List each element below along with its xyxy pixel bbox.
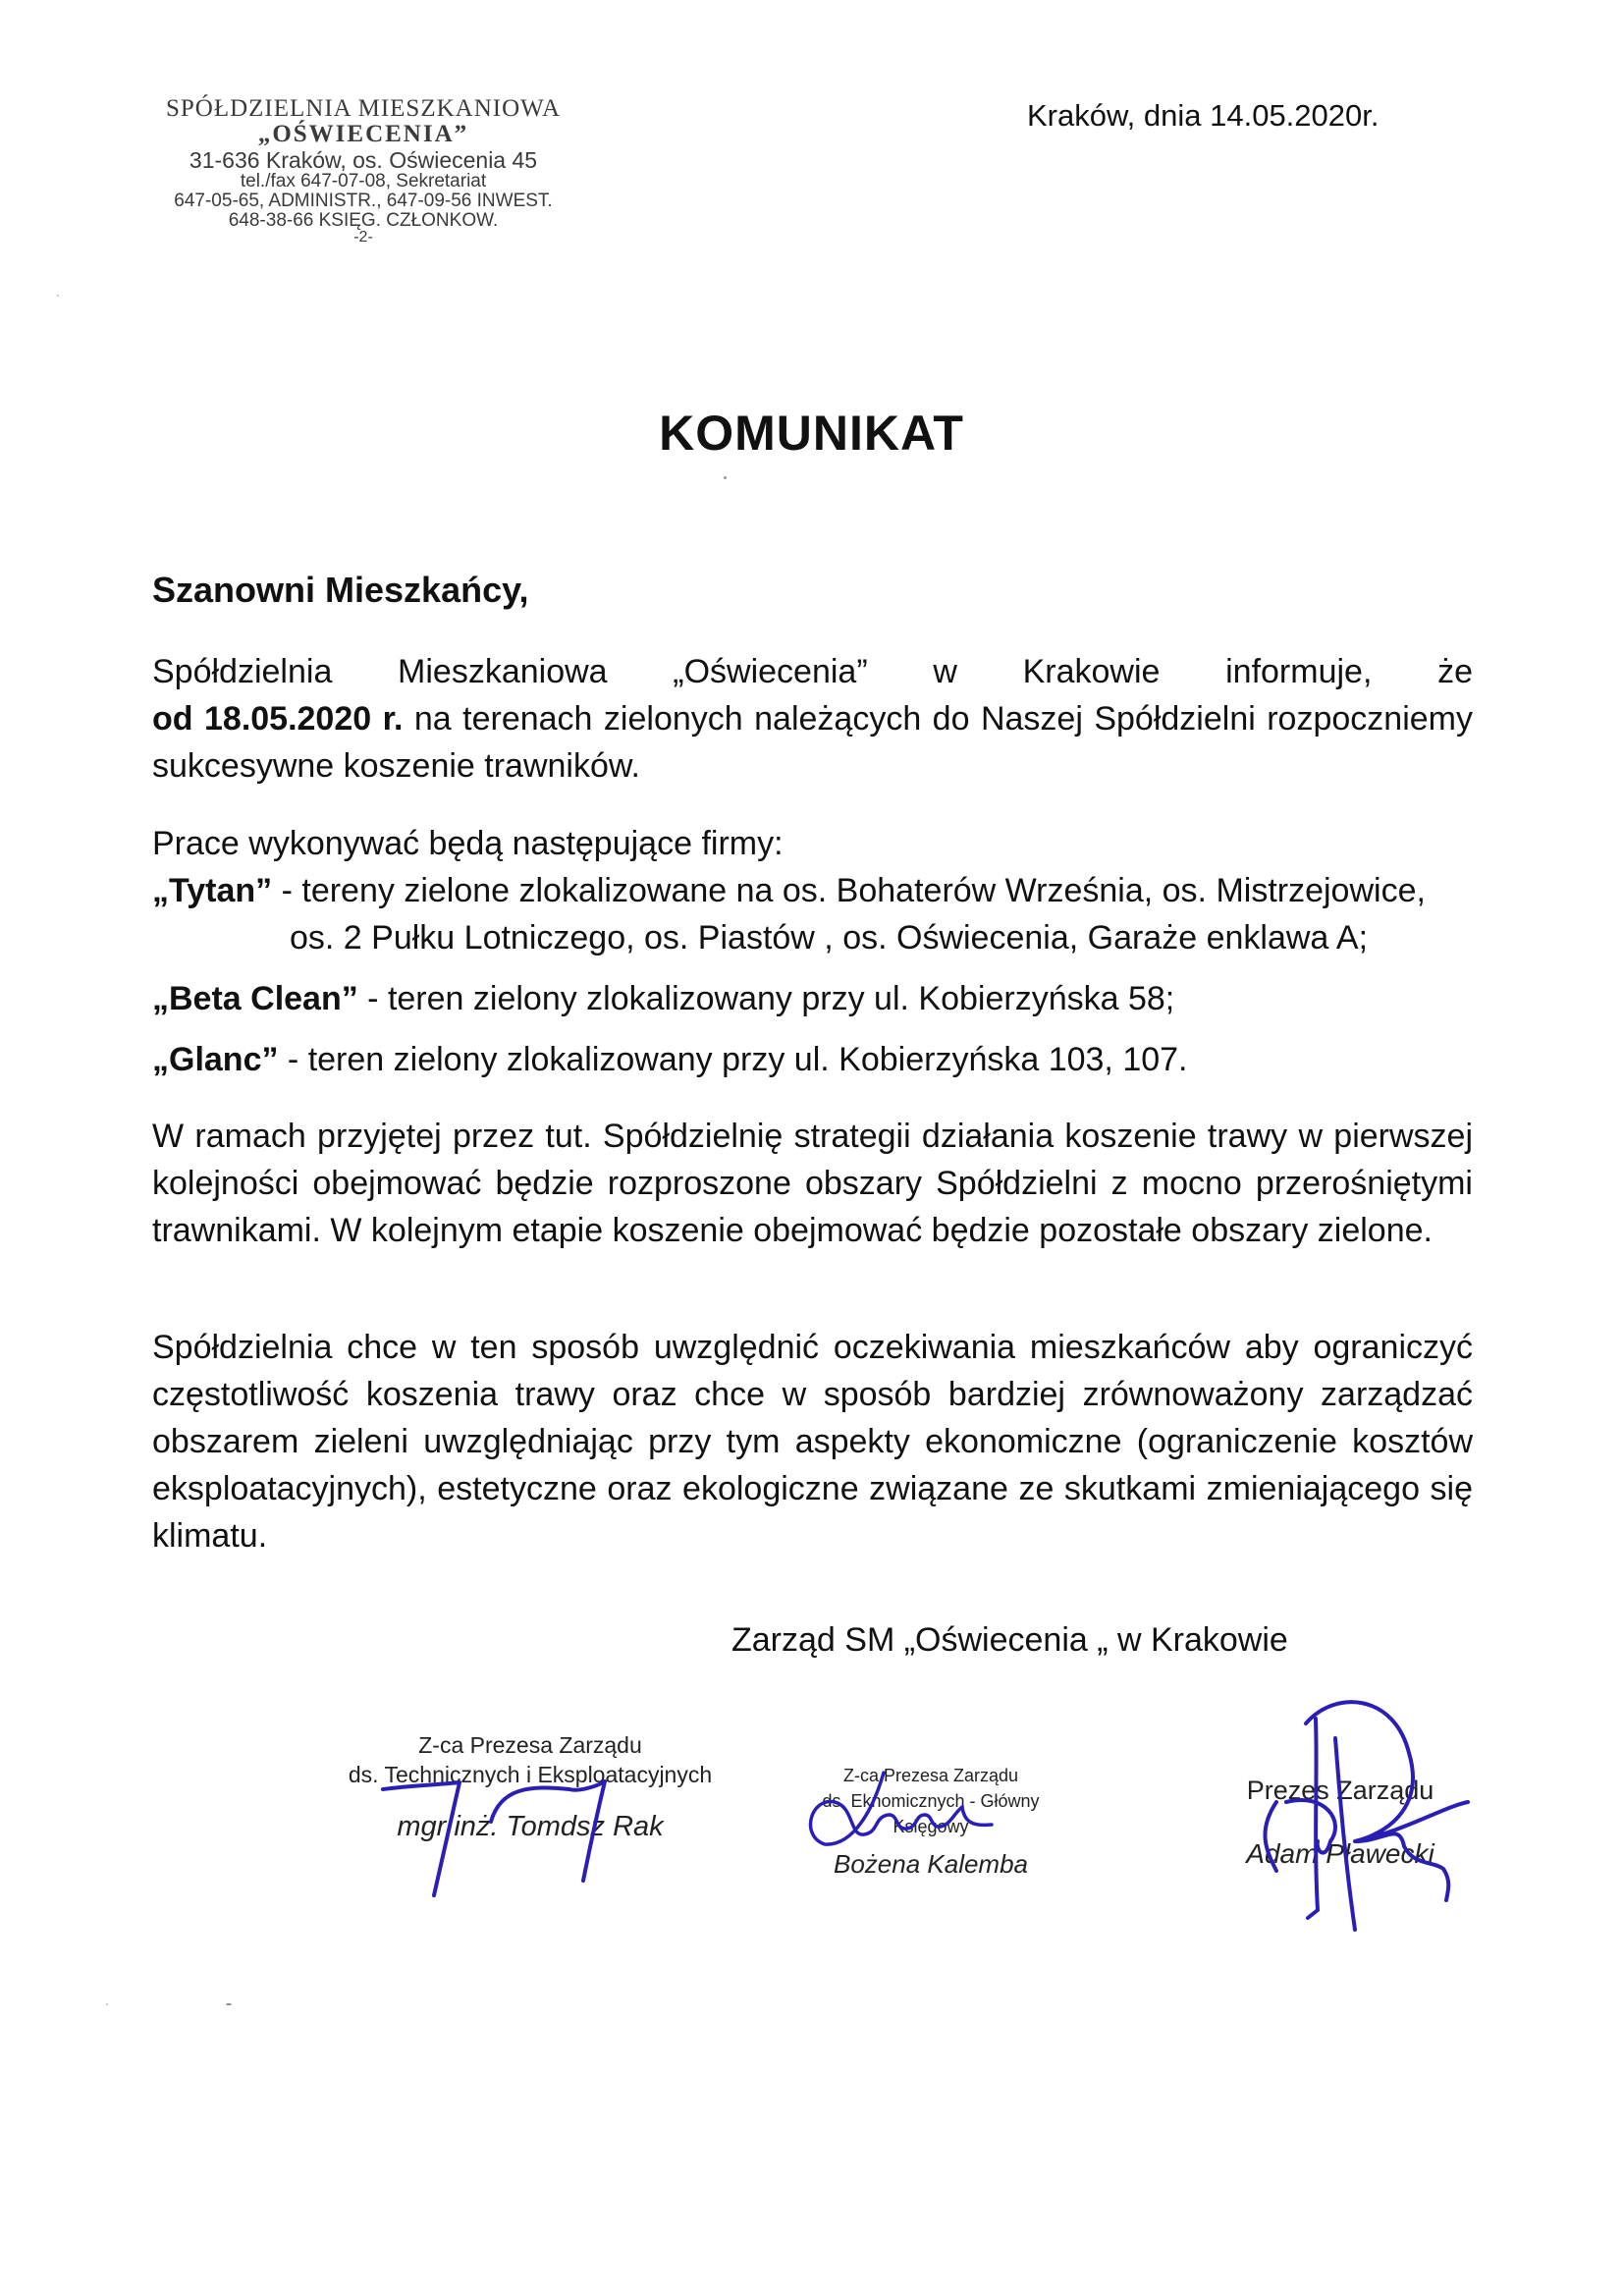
signature-block-economic [784, 1763, 1078, 1880]
stamp-line-brand: „OŚWIECENIA” [257, 121, 469, 148]
announcement-paragraph [152, 648, 1473, 790]
stamp-line-address: 31-636 Kraków, os. Oświecenia 45 [189, 146, 538, 173]
firm-item [152, 867, 1473, 914]
stamp-line-name: SPÓŁDZIELNIA MIESZKANIOWA [165, 95, 562, 122]
scan-speck [57, 295, 59, 297]
stamp-line-phone-3: 648-38-66 KSIĘG. CZŁONKOW. [228, 209, 499, 231]
firm-item [152, 975, 1473, 1022]
scan-speck [226, 2003, 232, 2005]
signature-role: Z-ca Prezesa Zarządu [418, 1732, 642, 1758]
closing-signoff: Zarząd SM „Oświecenia „ w Krakowie [731, 1621, 1288, 1659]
signature-name: mgr inż. Tomdsz Rak [397, 1811, 664, 1842]
firms-section [152, 820, 1473, 1083]
paragraph-intro: Spółdzielnia Mieszkaniowa „Oświecenia” w Krakowie informuje, że [152, 653, 1473, 690]
scan-speck [106, 2003, 108, 2005]
document-title: KOMUNIKAT [659, 406, 964, 461]
firm-name: „Beta Clean” [152, 980, 358, 1017]
stamp-line-phone: tel./fax 647-07-08, Sekretariat [240, 170, 487, 191]
firm-desc-continued: os. 2 Pułku Lotniczego, os. Piastów , os. Oświecenia, Garaże enklawa A; [290, 919, 1369, 957]
firm-name: „Glanc” [152, 1041, 279, 1078]
signature-block-president [1222, 1776, 1458, 1870]
strategy-paragraph: W ramach przyjętej przez tut. Spółdzielnię strategii działania koszenie trawy w pierwszej kolejności obejmować będzie rozproszone obszary Spółdzielni z mocno przerośniętymi trawnikami. W kolejnym etapie koszenie obejmować będzie pozostałe obszary zielone. [152, 1118, 1473, 1249]
firm-item [152, 1036, 1473, 1083]
firm-desc: - teren zielony zlokalizowany przy ul. Kobierzyńska 58; [357, 980, 1175, 1017]
firms-intro: Prace wykonywać będą następujące firmy: [152, 825, 784, 862]
signature-department: ds. Eknomicznych - Główny Księgowy [822, 1791, 1040, 1836]
firm-desc: - teren zielony zlokalizowany przy ul. Kobierzyńska 103, 107. [278, 1041, 1188, 1078]
cooperative-stamp [157, 96, 569, 246]
start-date: od 18.05.2020 r. [152, 700, 404, 738]
firm-name: „Tytan” [152, 872, 273, 909]
signature-department: ds. Technicznych i Eksploatacyjnych [348, 1762, 713, 1787]
stamp-line-page: -2- [353, 229, 373, 246]
goals-paragraph: Spółdzielnia chce w ten sposób uwzględnić oczekiwania mieszkańców aby ograniczyć częstotliwość koszenia trawy oraz chce w sposób bardziej zrównoważony zarządzać obszarem zieleni uwzględniając przy tym aspekty ekonomiczne (ograniczenie kosztów eksploatacyjnych), estetyczne oraz ekologiczne związane ze skutkami zmieniającego się klimatu. [152, 1329, 1473, 1555]
stamp-line-phone-2: 647-05-65, ADMINISTR., 647-09-56 INWEST. [174, 190, 553, 211]
signature-block-technical [339, 1730, 722, 1843]
greeting: Szanowni Mieszkańcy, [152, 570, 529, 610]
firm-desc: - tereny zielone zlokalizowane na os. Bohaterów Września, os. Mistrzejowice, [272, 872, 1426, 909]
scan-speck [724, 476, 727, 479]
signature-name: Adam Pławecki [1246, 1838, 1434, 1869]
signature-role: Z-ca Prezesa Zarządu [842, 1766, 1019, 1785]
document-date: Kraków, dnia 14.05.2020r. [1027, 98, 1380, 133]
signature-name: Bożena Kalemba [833, 1849, 1029, 1879]
signature-role: Prezes Zarządu [1246, 1776, 1434, 1805]
paragraph-rest: na terenach zielonych należących do Naszej Spółdzielni rozpoczniemy sukcesywne koszenie trawników. [152, 700, 1473, 785]
